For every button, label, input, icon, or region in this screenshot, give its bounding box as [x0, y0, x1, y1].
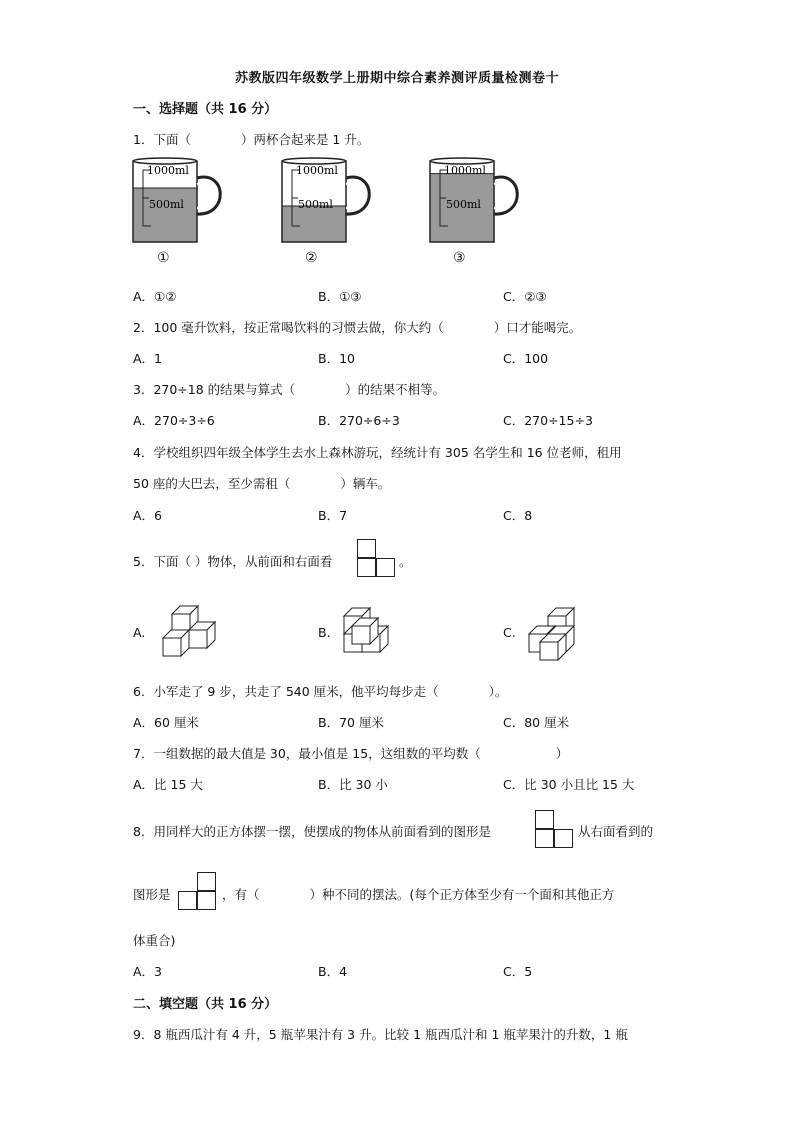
- question-8-stem-line1: 8．用同样大的正方体摆一摆，使摆成的物体从前面看到的图形是: [133, 824, 491, 839]
- question-9-stem: 9．8 瓶西瓜汁有 4 升，5 瓶苹果汁有 3 升。比较 1 瓶西瓜汁和 1 瓶苹果汁的升数，1 瓶: [133, 1027, 628, 1042]
- q5-stem-end: 。: [399, 554, 412, 569]
- cube-c-front: [540, 634, 566, 660]
- question-8-stem-line2: ，有（ ）种不同的摆法。(每个正方体至少有一个面和其他正方: [222, 887, 615, 902]
- q2-option-b[interactable]: B．10: [318, 351, 355, 366]
- q5-option-b-label[interactable]: B.: [318, 625, 331, 640]
- q5-option-a-label[interactable]: A.: [133, 625, 146, 640]
- cup-mark-1000: 1000ml: [444, 164, 486, 177]
- q4-option-a[interactable]: A．6: [133, 508, 163, 523]
- cup-mark-1000: 1000ml: [147, 164, 189, 177]
- cup-mark-500: 500ml: [446, 198, 481, 211]
- q1-option-b[interactable]: B．①③: [318, 289, 362, 304]
- question-2-stem: 2．100 毫升饮料，按正常喝饮料的习惯去做，你大约（ ）口才能喝完。: [133, 320, 582, 335]
- question-8-stem-line3: 体重合): [133, 933, 176, 948]
- cup-mark-1000: 1000ml: [296, 164, 338, 177]
- section-heading-fill: 二、填空题（共 16 分）: [133, 997, 278, 1012]
- cup-mark-500: 500ml: [298, 198, 333, 211]
- q8-right-view-shape: [178, 872, 218, 912]
- q3-option-b[interactable]: B．270÷6÷3: [318, 413, 400, 428]
- question-6-stem: 6．小军走了 9 步，共走了 540 厘米，他平均每步走（ ）。: [133, 684, 508, 699]
- section-heading-choice: 一、选择题（共 16 分）: [133, 102, 278, 117]
- cube-a-bottom-left: [163, 630, 189, 656]
- q1-option-a[interactable]: A．①②: [133, 289, 177, 304]
- question-7-stem: 7．一组数据的最大值是 30，最小值是 15，这组数的平均数（ ）: [133, 746, 569, 761]
- q8-option-a[interactable]: A．3: [133, 964, 163, 979]
- q3-option-c[interactable]: C．270÷15÷3: [503, 413, 593, 428]
- cube-b-back: [352, 618, 378, 644]
- q2-option-c[interactable]: C．100: [503, 351, 549, 366]
- q6-option-c[interactable]: C．80 厘米: [503, 715, 570, 730]
- q6-option-b[interactable]: B．70 厘米: [318, 715, 384, 730]
- cup-mark-500: 500ml: [149, 198, 184, 211]
- q8-option-c[interactable]: C．5: [503, 964, 533, 979]
- q5-option-c-label[interactable]: C.: [503, 625, 516, 640]
- page-title: 苏教版四年级数学上册期中综合素养测评质量检测卷十: [234, 71, 559, 86]
- q6-option-a[interactable]: A．60 厘米: [133, 715, 199, 730]
- question-5-stem: 5．下面（ ）物体，从前面和右面看: [133, 554, 333, 569]
- cube-a-right: [189, 622, 215, 648]
- question-4-stem-line2: 50 座的大巴去，至少需租（ ）辆车。: [133, 476, 391, 491]
- q7-option-a[interactable]: A．比 15 大: [133, 777, 203, 792]
- q4-option-c[interactable]: C．8: [503, 508, 533, 523]
- cup-label-2: ②: [305, 250, 318, 266]
- q7-option-b[interactable]: B．比 30 小: [318, 777, 388, 792]
- question-8-stem-line1-end: 从右面看到的: [578, 824, 654, 839]
- cup-label-1: ①: [157, 250, 170, 266]
- q4-option-b[interactable]: B．7: [318, 508, 348, 523]
- cup-label-3: ③: [453, 250, 466, 266]
- question-1-stem: 1．下面（ ）两杯合起来是 1 升。: [133, 132, 370, 147]
- q8-option-b[interactable]: B．4: [318, 964, 348, 979]
- question-3-stem: 3．270÷18 的结果与算式（ ）的结果不相等。: [133, 382, 446, 397]
- q2-option-a[interactable]: A．1: [133, 351, 163, 366]
- q3-option-a[interactable]: A．270÷3÷6: [133, 413, 215, 428]
- q1-option-c[interactable]: C．②③: [503, 289, 547, 304]
- question-4-stem-line1: 4．学校组织四年级全体学生去水上森林游玩，经统计有 305 名学生和 16 位老师，租用: [133, 445, 622, 460]
- q7-option-c[interactable]: C．比 30 小且比 15 大: [503, 777, 635, 792]
- question-8-stem-line2-start: 图形是: [133, 887, 171, 902]
- q8-front-view-shape: [535, 810, 575, 850]
